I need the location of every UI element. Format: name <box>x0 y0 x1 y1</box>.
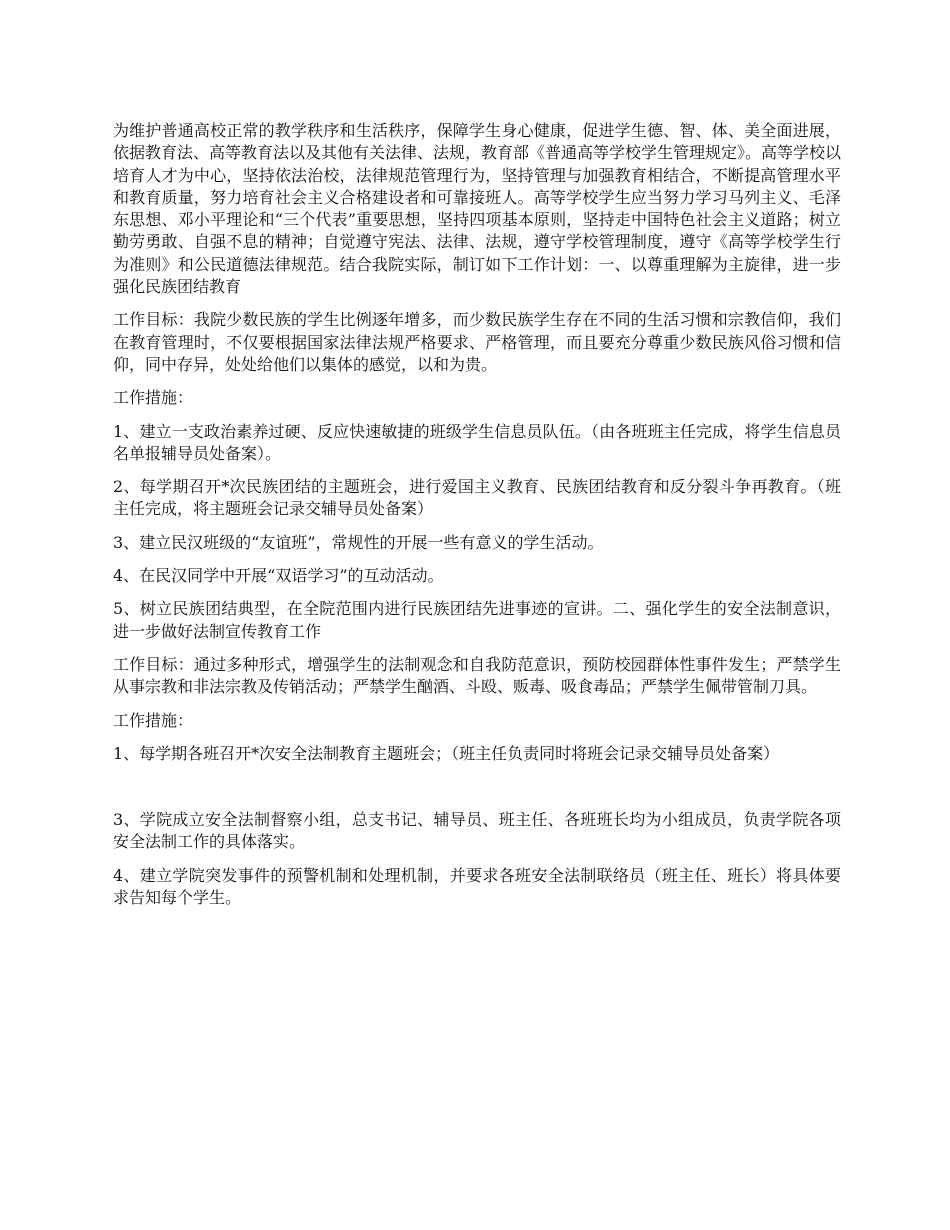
measure-item-2-3: 3、学院成立安全法制督察小组，总支书记、辅导员、班主任、各班班长均为小组成员，负责学院各项安全法制工作的具体落实。 <box>113 810 841 852</box>
blank-gap <box>113 776 841 809</box>
goal-paragraph-1: 工作目标：我院少数民族的学生比例逐年增多，而少数民族学生存在不同的生活习惯和宗教信仰，我们在教育管理时，不仅要根据国家法律法规严格要求、严格管理，而且要充分尊重少数民族风俗习惯和信仰，同中存异，处处给他们以集体的感觉，以和为贵。 <box>113 310 841 374</box>
measure-item-1-5: 5、树立民族团结典型，在全院范围内进行民族团结先进事迹的宣讲。二、强化学生的安全法制意识，进一步做好法制宣传教育工作 <box>113 599 841 641</box>
measure-item-2-4: 4、建立学院突发事件的预警机制和处理机制，并要求各班安全法制联络员（班主任、班长）将具体要求告知每个学生。 <box>113 865 841 908</box>
measures-heading-1: 工作措施： <box>113 388 194 408</box>
measure-item-1-3: 3、建立民汉班级的“友谊班”，常规性的开展一些有意义的学生活动。 <box>113 532 604 552</box>
measure-item-1-1: 1、建立一支政治素养过硬、反应快速敏捷的班级学生信息员队伍。（由各班班主任完成，将学生信息员名单报辅导员处备案）。 <box>113 421 841 463</box>
measure-item-1-4: 4、在民汉同学中开展“双语学习”的互动活动。 <box>113 566 444 586</box>
goal-paragraph-2: 工作目标：通过多种形式，增强学生的法制观念和自我防范意识，预防校园群体性事件发生；严禁学生从事宗教和非法宗教及传销活动；严禁学生酗酒、斗殴、贩毒、吸食毒品；严禁学生佩带管制刀具。 <box>113 654 841 697</box>
measures-heading-2: 工作措施： <box>113 710 194 730</box>
measure-item-2-1: 1、每学期各班召开*次安全法制教育主题班会；（班主任负责同时将班会记录交辅导员处备案） <box>113 743 780 763</box>
measure-item-1-2: 2、每学期召开*次民族团结的主题班会，进行爱国主义教育、民族团结教育和反分裂斗争再教育。（班主任完成，将主题班会记录交辅导员处备案） <box>113 477 841 519</box>
document-body <box>113 120 841 920</box>
intro-paragraph: 为维护普通高校正常的教学秩序和生活秩序，保障学生身心健康，促进学生德、智、体、美全面进展，依据教育法、高等教育法以及其他有关法律、法规，教育部《普通高等学校学生管理规定》。高等学校以培育人才为中心，坚持依法治校，法律规范管理行为，坚持管理与加强教育相结合，不断提高管理水平和教育质量，努力培育社会主义合格建设者和可靠接班人。高等学校学生应当努力学习马列主义、毛泽东思想、邓小平理论和“三个代表”重要思想，坚持四项基本原则，坚持走中国特色社会主义道路；树立勤劳勇敢、自强不息的精神；自觉遵守宪法、法律、法规，遵守学校管理制度，遵守《高等学校学生行为准则》和公民道德法律规范。结合我院实际，制订如下工作计划：一、以尊重理解为主旋律，进一步强化民族团结教育 <box>113 121 842 297</box>
